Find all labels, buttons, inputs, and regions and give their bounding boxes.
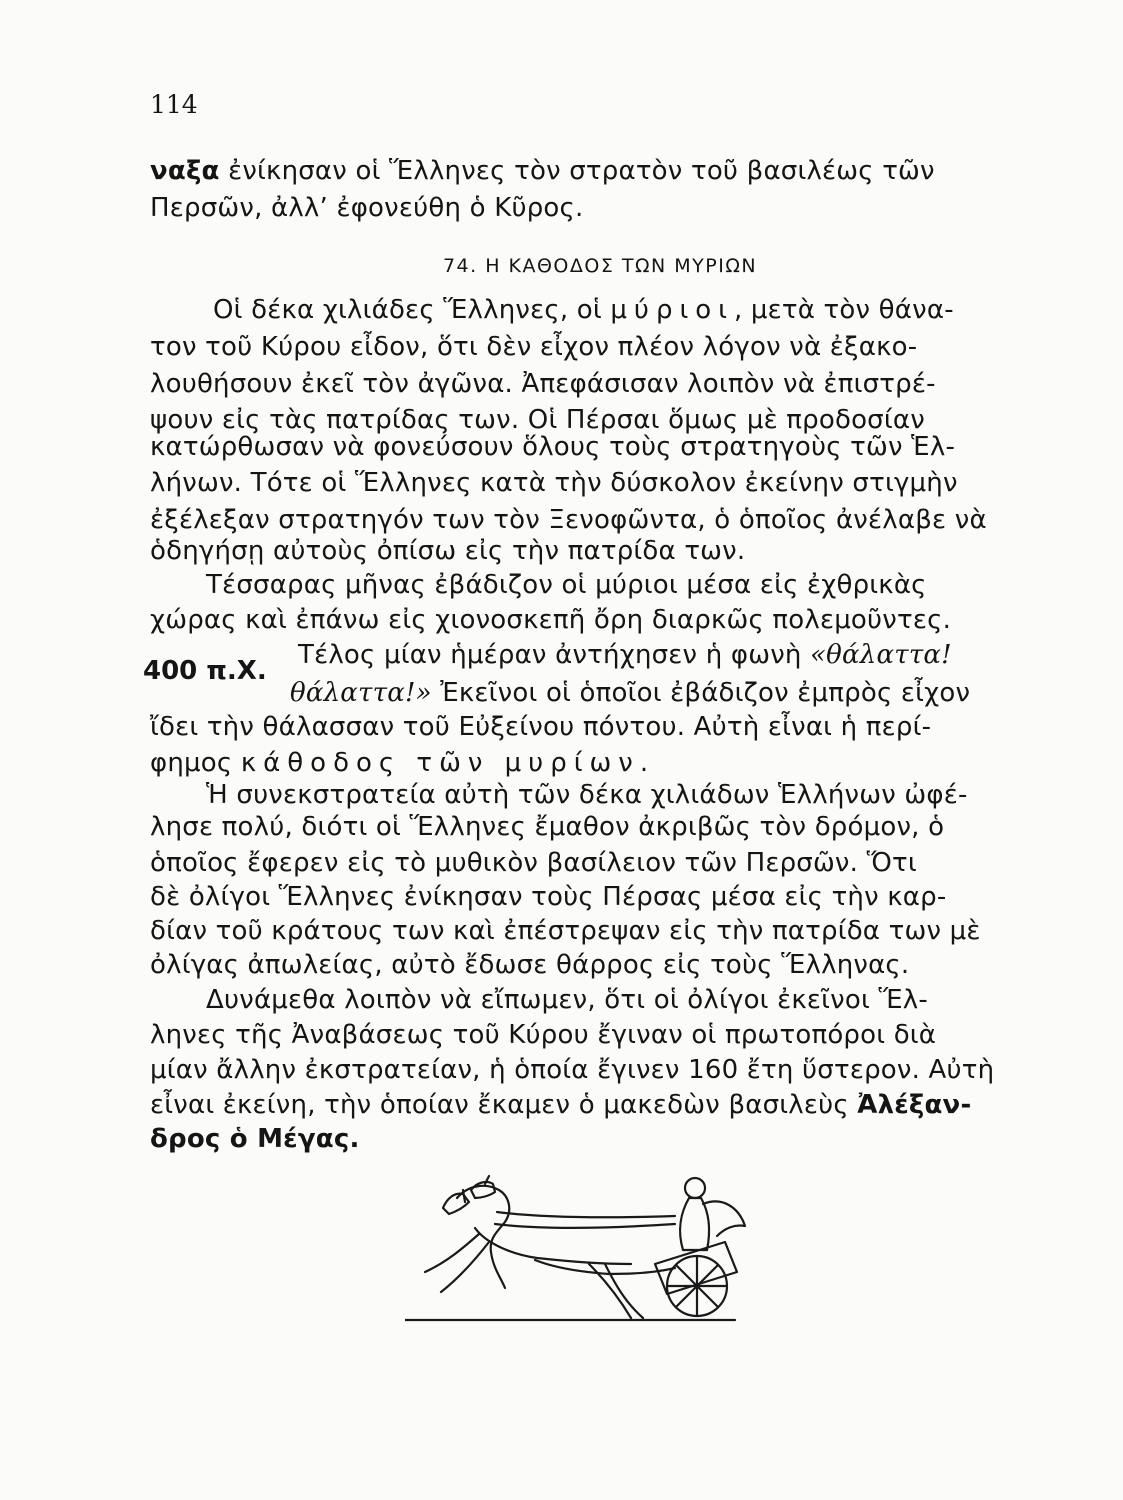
text-line-12: χώρας καὶ ἐπάνω εἰς χιονοσκεπῆ ὄρη διαρκῶς πολεμοῦντες. <box>150 605 952 635</box>
chariot-pole <box>535 1260 675 1274</box>
text-line-2: Περσῶν, ἀλλ’ ἐφονεύθη ὁ Κῦρος. <box>150 193 584 223</box>
text-line-25: μίαν ἄλλην ἐκστρατείαν, ἡ ὁποία ἔγινεν 160 ἔτη ὕστερον. Αὐτὴ <box>150 1055 995 1085</box>
horse-body <box>475 1228 631 1264</box>
text-line-14 <box>290 678 970 708</box>
page-number: 114 <box>150 90 198 119</box>
text-line-11: Τέσσαρας μῆνας ἐβάδιζον οἱ μύριοι μέσα εἰς ἐχθρικὰς <box>206 570 927 600</box>
quote-italic: «θάλαττα! <box>810 640 952 670</box>
text-line-13 <box>298 640 952 670</box>
text-line-1 <box>150 156 935 186</box>
bold-name: Ἀλέξαν- <box>857 1090 972 1120</box>
charioteer-body <box>680 1198 709 1250</box>
text-segment: . <box>639 748 649 778</box>
section-heading: 74. Η ΚΑΘΟΔΟΣ ΤΩΝ ΜΥΡΙΩΝ <box>442 255 758 277</box>
text-line-15: ἴδει τὴν θάλασσαν τοῦ Εὐξείνου πόντου. Αὐτὴ εἶναι ἡ περί- <box>150 712 932 742</box>
text-line-10: ὁδηγήσῃ αὐτοὺς ὀπίσω εἰς τὴν πατρίδα των. <box>150 536 746 566</box>
spaced-term: μύριοι <box>610 295 734 325</box>
wheel-spokes <box>667 1256 727 1316</box>
horse-head-2 <box>471 1182 495 1198</box>
text-line-7: κατώρθωσαν νὰ φονεύσουν ὅλους τοὺς στρατηγοὺς τῶν Ἑλ- <box>150 432 956 462</box>
text-line-18: λησε πολύ, διότι οἱ Ἕλληνες ἔμαθον ἀκριβῶς τὸν δρόμον, ὁ <box>150 812 945 842</box>
text-line-6: ψουν εἰς τὰς πατρίδας των. Οἱ Πέρσαι ὅμως μὲ προδοσίαν <box>150 405 925 435</box>
text-segment: ἐνίκησαν οἱ Ἕλληνες τὸν στρατὸν τοῦ βασιλέως τῶν <box>228 156 935 186</box>
text-segment: Οἱ δέκα χιλιάδες Ἕλληνες, οἱ <box>213 295 611 325</box>
text-segment: φημος <box>150 748 241 778</box>
text-segment: Ἐκεῖνοι οἱ ὁποῖοι ἐβάδιζον ἐμπρὸς εἶχον <box>431 678 971 708</box>
reins-2 <box>495 1224 675 1228</box>
reins <box>497 1212 675 1217</box>
text-line-9: ἐξέλεξαν στρατηγόν των τὸν Ξενοφῶντα, ὁ ὁποῖος ἀνέλαβε νὰ <box>150 505 987 535</box>
text-line-3 <box>213 295 954 325</box>
text-line-20: δὲ ὀλίγοι Ἕλληνες ἐνίκησαν τοὺς Πέρσας μέσα εἰς τὴν καρ- <box>150 882 947 912</box>
text-line-24: ληνες τῆς Ἀναβάσεως τοῦ Κύρου ἔγιναν οἱ πρωτοπόροι διὰ <box>150 1020 937 1050</box>
horse-forelegs <box>425 1234 489 1292</box>
spaced-term: κάθοδος τῶν μυρίων <box>240 748 640 778</box>
text-line-22: ὀλίγας ἀπωλείας, αὐτὸ ἔδωσε θάρρος εἰς τοὺς Ἕλληνας. <box>150 950 910 980</box>
text-line-23: Δυνάμεθα λοιπὸν νὰ εἴπωμεν, ὅτι οἱ ὀλίγοι ἐκεῖνοι Ἕλ- <box>206 985 928 1015</box>
text-line-19: ὁποῖος ἔφερεν εἰς τὸ μυθικὸν βασίλειον τῶν Περσῶν. Ὅτι <box>150 848 917 878</box>
text-line-8: λήνων. Τότε οἱ Ἕλληνες κατὰ τὴν δύσκολον ἐκείνην στιγμὴν <box>150 468 958 498</box>
margin-date-note: 400 π.Χ. <box>143 656 267 686</box>
chariot-illustration <box>405 1168 755 1328</box>
text-line-16 <box>150 748 648 778</box>
text-segment: Τέλος μίαν ἡμέραν ἀντήχησεν ἡ φωνὴ <box>298 640 811 670</box>
text-line-17: Ἡ συνεκστρατεία αὐτὴ τῶν δέκα χιλιάδων Ἑλλήνων ὠφέ- <box>206 780 968 810</box>
text-segment: , μετὰ τὸν θάνα- <box>733 295 954 325</box>
text-line-26 <box>150 1090 971 1120</box>
text-line-27: δρος ὁ Μέγας. <box>150 1124 360 1154</box>
text-line-4: τον τοῦ Κύρου εἶδον, ὅτι δὲν εἶχον πλέον λόγον νὰ ἐξακο- <box>150 332 918 362</box>
text-line-5: λουθήσουν ἐκεῖ τὸν ἀγῶνα. Ἀπεφάσισαν λοιπὸν νὰ ἐπιστρέ- <box>150 369 936 399</box>
fragment-word: ναξα <box>150 156 220 186</box>
text-line-21: δίαν τοῦ κράτους των καὶ ἐπέστρεψαν εἰς τὴν πατρίδα των μὲ <box>150 916 981 946</box>
text-segment: εἶναι ἐκείνη, τὴν ὁποίαν ἔκαμεν ὁ μακεδὼν βασιλεὺς <box>150 1090 858 1120</box>
charioteer-head <box>685 1178 705 1198</box>
quote-italic: θάλαττα!» <box>290 678 432 708</box>
